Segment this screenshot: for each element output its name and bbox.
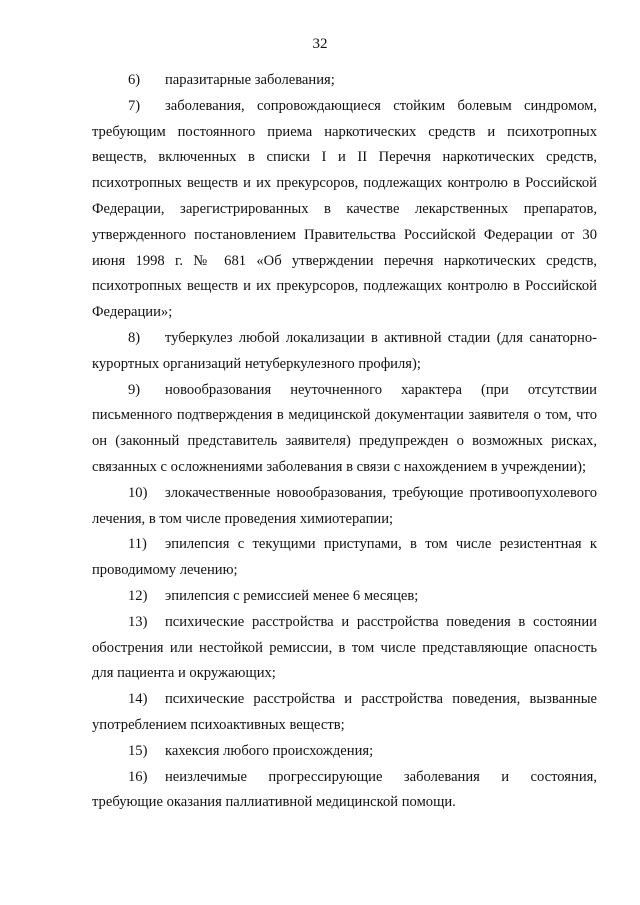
item-number: 14) [128,691,148,708]
list-item [92,326,597,378]
item-number: 13) [128,613,148,630]
item-number: 9) [128,381,141,398]
item-text: злокачественные новообразования, требующие противоопухолевого лечения, в том числе проведения химиотерапии; [92,484,597,527]
item-number: 16) [128,768,148,785]
numbered-list [92,68,597,816]
item-text: кахексия любого происхождения; [165,742,374,759]
item-text: психические расстройства и расстройства поведения, вызванные употреблением психоактивных веществ; [92,691,597,733]
item-number: 15) [128,742,148,759]
list-item [92,378,597,481]
list-item [92,584,597,610]
item-text: эпилепсия с ремиссией менее 6 месяцев; [165,587,419,604]
item-number: 7) [128,97,141,114]
list-item [92,481,597,533]
list-item [92,765,597,817]
list-item [92,532,597,584]
item-number: 6) [128,72,141,88]
item-text: паразитарные заболевания; [165,72,335,88]
item-text: психические расстройства и расстройства поведения в состоянии обострения или нестойкой ремиссии, в том числе представляющие опасность для пациента и окружающих; [92,613,597,682]
item-text: туберкулез любой локализации в активной стадии (для санаторно-курортных организаций нетуберкулезного профиля); [92,329,597,372]
item-number: 12) [128,587,148,604]
item-text: новообразования неуточненного характера (при отсутствии письменного подтверждения в медицинской документации заявителя о том, что он (законный представитель заявителя) предупрежден о возможных рисках, связанных с осложнениями заболевания в связи с нахождением в учреждении); [92,381,597,475]
item-text: заболевания, сопровождающиеся стойким болевым синдромом, требующим постоянного приема наркотических средств и психотропных веществ, включенных в списки I и II Перечня наркотических средств, психотропных веществ и их прекурсоров, подлежащих контролю в Российской Федерации, зарегистрированных в качестве лекарственных препаратов, утвержденного постановлением Правительства Российской Федерации от 30 июня 1998 г. № 681 «Об утверждении перечня наркотических средств, психотропных веществ и их прекурсоров, подлежащих контролю в Российской Федерации»; [92,97,597,321]
item-number: 10) [128,484,148,501]
list-item [92,687,597,739]
list-item [92,610,597,687]
item-number: 8) [128,329,141,346]
page-number: 32 [312,36,328,52]
item-text: эпилепсия с текущими приступами, в том числе резистентная к проводимому лечению; [92,536,597,579]
list-item [92,68,597,94]
item-text: неизлечимые прогрессирующие заболевания и состояния, требующие оказания паллиативной медицинской помощи. [92,768,597,811]
list-item [92,739,597,765]
item-number: 11) [128,536,147,553]
list-item [92,94,597,326]
